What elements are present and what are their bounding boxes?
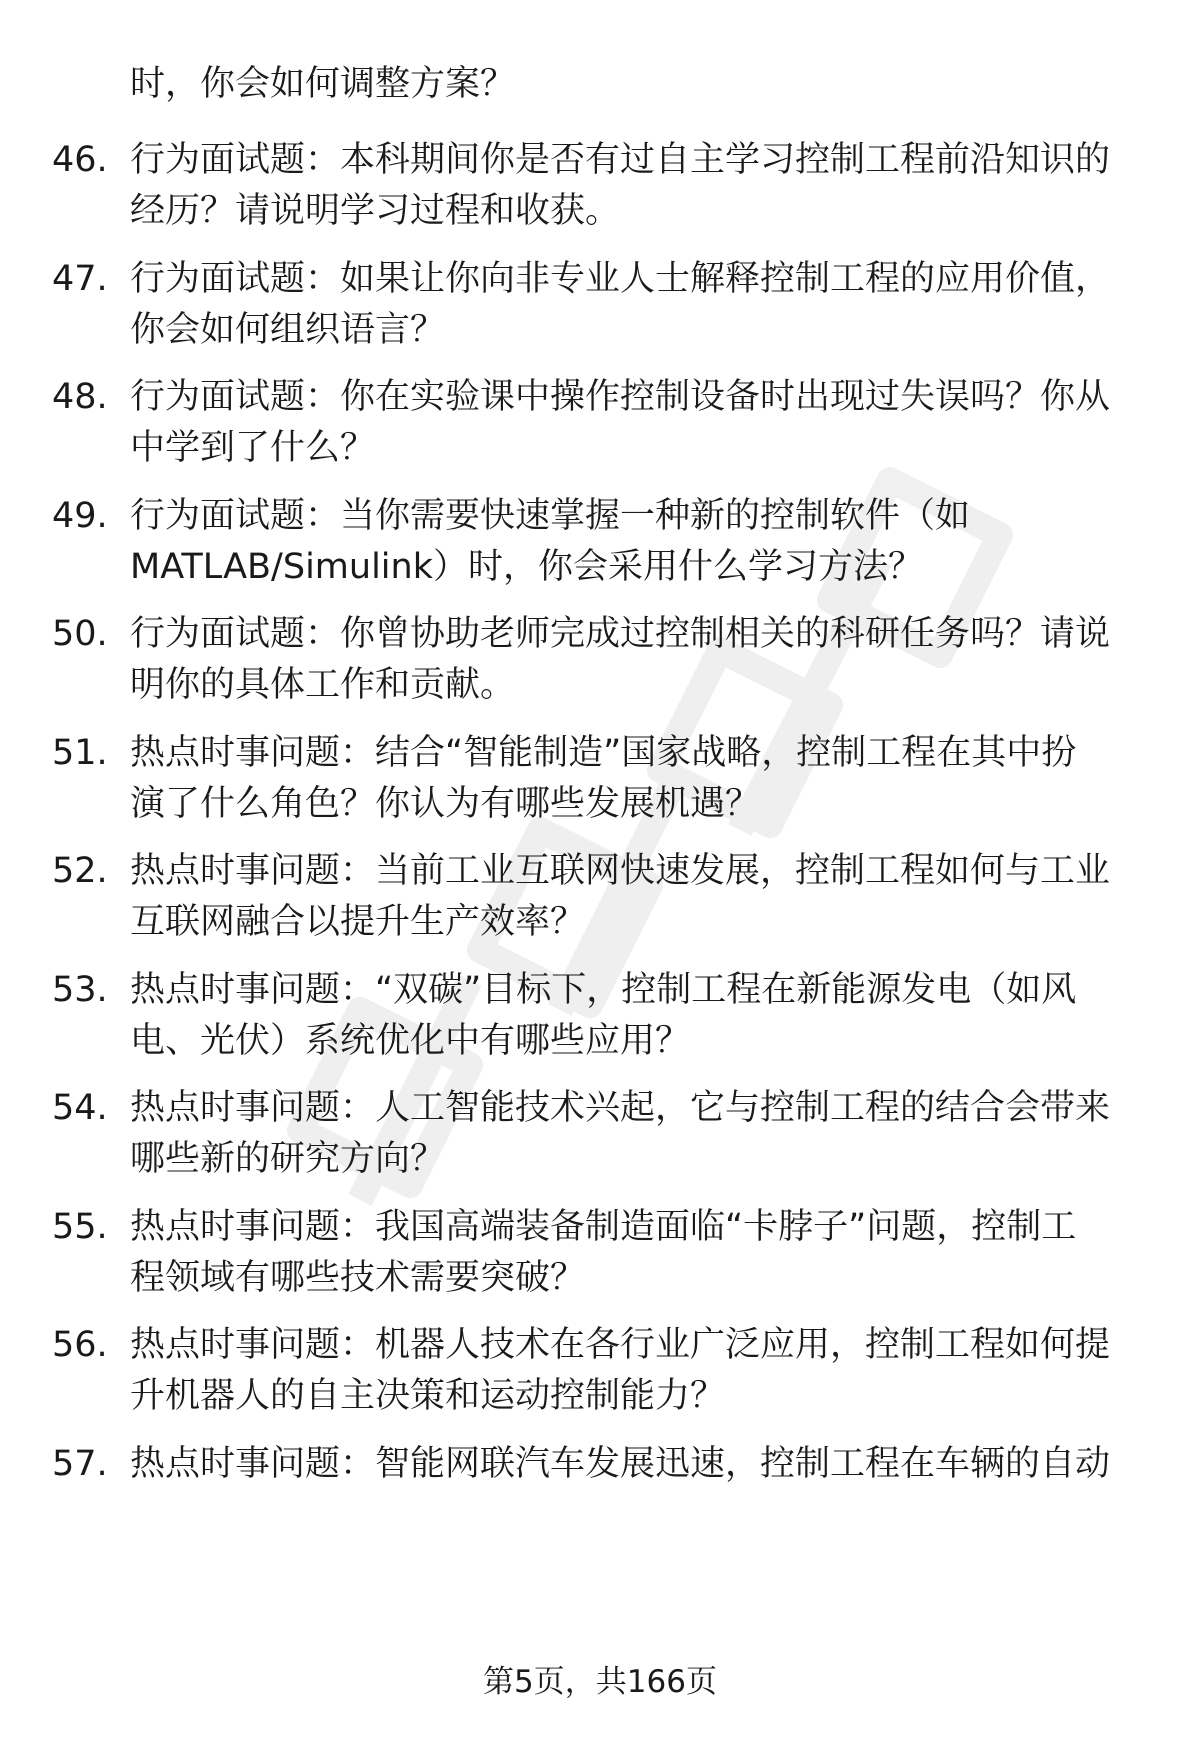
question-number: 55. [52, 1207, 108, 1247]
question-text-line: 热点时事问题：结合“智能制造”国家战略，控制工程在其中扮 [130, 733, 1077, 773]
question-text-line: 互联网融合以提升生产效率？ [130, 902, 586, 942]
question-text-line: 热点时事问题：智能网联汽车发展迅速，控制工程在车辆的自动 [130, 1444, 1111, 1484]
question-text-line: 热点时事问题：人工智能技术兴起，它与控制工程的结合会带来 [130, 1088, 1111, 1128]
question-number: 56. [52, 1325, 108, 1365]
question-number: 46. [52, 140, 108, 180]
continued-question-text: 时，你会如何调整方案？ [130, 64, 516, 104]
question-text-line: 程领域有哪些技术需要突破？ [130, 1258, 586, 1298]
question-text-line: 行为面试题：当你需要快速掌握一种新的控制软件（如 [130, 496, 971, 536]
question-text-line: 热点时事问题：“双碳”目标下，控制工程在新能源发电（如风 [130, 970, 1077, 1010]
question-text-line: 行为面试题：如果让你向非专业人士解释控制工程的应用价值， [130, 259, 1111, 299]
question-number: 52. [52, 851, 108, 891]
question-text-line: 升机器人的自主决策和运动控制能力？ [130, 1376, 726, 1416]
question-text-line: 行为面试题：你在实验课中操作控制设备时出现过失误吗？你从 [130, 377, 1111, 417]
page-footer: 第5页，共166页 [483, 1664, 717, 1700]
question-number: 53. [52, 970, 108, 1010]
question-text-line: 哪些新的研究方向？ [130, 1139, 446, 1179]
question-text-line: MATLAB/Simulink）时，你会采用什么学习方法？ [130, 547, 923, 587]
question-text-line: 明你的具体工作和贡献。 [130, 665, 516, 705]
question-number: 47. [52, 259, 108, 299]
question-text-line: 你会如何组织语言？ [130, 310, 446, 350]
question-number: 54. [52, 1088, 108, 1128]
question-text-line: 行为面试题：本科期间你是否有过自主学习控制工程前沿知识的 [130, 140, 1111, 180]
question-text-line: 经历？请说明学习过程和收获。 [130, 191, 621, 231]
question-text-line: 行为面试题：你曾协助老师完成过控制相关的科研任务吗？请说 [130, 614, 1111, 654]
question-number: 48. [52, 377, 108, 417]
question-number: 50. [52, 614, 108, 654]
question-text-line: 中学到了什么？ [130, 428, 376, 468]
question-text-line: 热点时事问题：当前工业互联网快速发展，控制工程如何与工业 [130, 851, 1111, 891]
question-number: 51. [52, 733, 108, 773]
question-text-line: 演了什么角色？你认为有哪些发展机遇？ [130, 784, 761, 824]
question-text-line: 热点时事问题：机器人技术在各行业广泛应用，控制工程如何提 [130, 1325, 1111, 1365]
question-number: 49. [52, 496, 108, 536]
question-text-line: 电、光伏）系统优化中有哪些应用？ [130, 1021, 691, 1061]
question-text-line: 热点时事问题：我国高端装备制造面临“卡脖子”问题，控制工 [130, 1207, 1077, 1247]
question-number: 57. [52, 1444, 108, 1484]
